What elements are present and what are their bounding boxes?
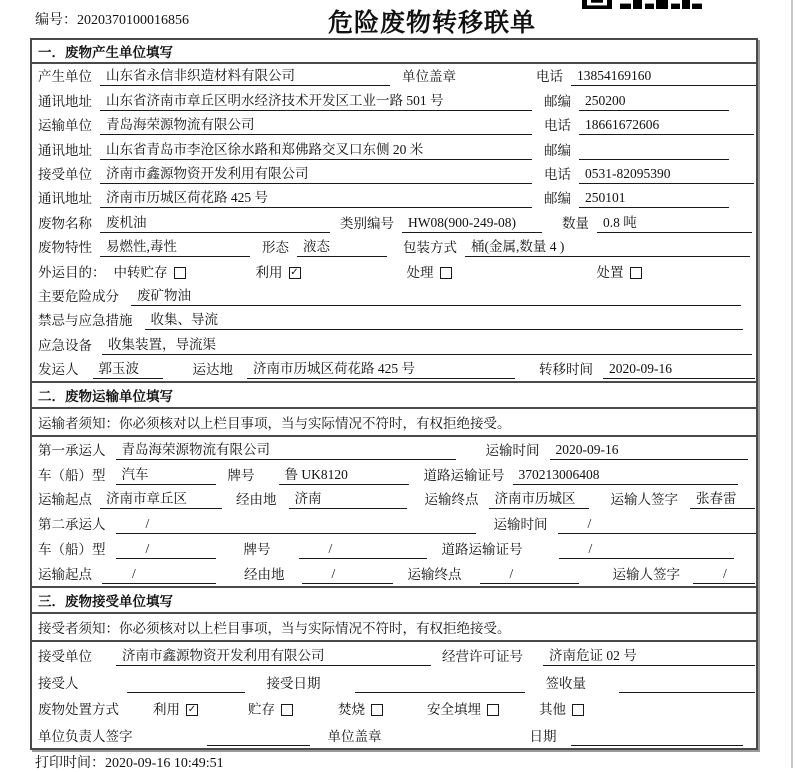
checkbox-label: 安全填埋: [427, 702, 481, 718]
form-label: 通讯地址: [38, 142, 92, 158]
checkbox-box-treat: [440, 267, 452, 279]
print-time: [35, 752, 224, 772]
form-label: 通讯地址: [38, 191, 92, 207]
transporter-address-row: [32, 137, 756, 161]
form-label: 电话: [544, 118, 571, 134]
form-label: 包装方式: [403, 240, 457, 256]
form-label: 废物特性: [38, 240, 92, 256]
form-label: 运输人签字: [612, 566, 680, 582]
form-label: 外运目的：: [38, 264, 106, 280]
form-field: [127, 692, 245, 693]
section-receiver-header: 三．废物接受单位填写: [32, 588, 756, 614]
section-receiver: [32, 586, 756, 748]
form-label: 产生单位: [38, 69, 92, 85]
form-field: /: [693, 565, 755, 584]
checkbox-utilize: [153, 701, 198, 719]
form-field: 收集装置，导流渠: [102, 336, 752, 355]
route2-row: [32, 561, 756, 586]
form-field: 济南市历城区: [489, 490, 589, 509]
form-label: 牌号: [243, 542, 271, 558]
checkbox-dispose: [597, 264, 642, 282]
form-label: 运达地: [192, 362, 233, 378]
form-label: 车（船）型: [38, 467, 106, 483]
form-field: 易燃性,毒性: [100, 238, 250, 257]
transfer-purpose-row: [32, 259, 756, 283]
form-label: 运输起点: [38, 492, 92, 508]
form-field: /: [102, 565, 216, 584]
checkbox-box-dispose: [630, 267, 642, 279]
form-field: 250200: [579, 92, 729, 111]
form-field: 青岛海荣源物流有限公司: [116, 441, 456, 460]
producer-address-row: [32, 88, 756, 112]
checkbox-label: 处置: [596, 264, 624, 280]
producer-unit-row: [32, 64, 756, 88]
checkbox-other: [539, 701, 584, 719]
form-field: 济南: [289, 490, 407, 509]
form-field: 济南市历城区荷花路 425 号: [247, 360, 515, 379]
receiver-unit-row: [32, 162, 756, 186]
form-label: 日期: [529, 728, 557, 744]
form-label: 类别编号: [340, 215, 394, 231]
section-transporter-header: 二．废物运输单位填写: [32, 383, 756, 409]
checkbox-label: 焚烧: [338, 702, 365, 718]
form-label: 废物名称: [38, 215, 92, 231]
form-field: 2020-09-16: [550, 441, 748, 460]
page-edge-line: [791, 0, 793, 768]
checkbox-landfill: [427, 701, 499, 719]
form-field: 370213006408: [513, 466, 738, 485]
doc-number-value: 2020370100016856: [77, 13, 189, 28]
form-field: 13854169160: [571, 67, 756, 86]
form-label: 电话: [544, 166, 571, 182]
checkbox-transfer-storage: [114, 264, 186, 282]
form-field: /: [559, 540, 734, 559]
form-label: 转移时间: [539, 362, 593, 378]
second-carrier-row: [32, 511, 756, 536]
checkbox-label: 利用: [153, 702, 180, 718]
checkbox-label: 处理: [406, 264, 434, 280]
form-field: [571, 745, 743, 746]
form-field: 废机油: [100, 214, 330, 233]
form-field: 济南市章丘区: [100, 490, 222, 509]
vehicle1-row: [32, 462, 756, 487]
transporter-unit-row: [32, 113, 756, 137]
form-field: HW08(900-249-08): [402, 214, 542, 233]
form-field: 废矿物油: [131, 287, 741, 306]
form-field: /: [302, 565, 393, 584]
form-label: 电话: [536, 69, 563, 85]
form-field: 济南市鑫源物资开发利用有限公司: [116, 647, 431, 666]
form-label: 接受日期: [266, 675, 321, 691]
section-receiver-notice: 接受者须知：你必须核对以上栏目事项，当与实际情况不符时，有权拒绝接受。: [32, 614, 756, 642]
section-transporter: [32, 381, 756, 586]
form-label: 第一承运人: [38, 442, 106, 458]
print-time-value: 2020-09-16 10:49:51: [105, 756, 224, 771]
form-label: 单位盖章: [402, 69, 456, 85]
form-field: /: [116, 515, 476, 534]
form-field: 250101: [579, 189, 729, 208]
form-label: 邮编: [544, 93, 571, 109]
checkbox-label: 贮存: [248, 702, 275, 718]
form-field: 山东省青岛市李沧区徐水路和郑佛路交叉口东侧 20 米: [100, 141, 532, 160]
form-field: /: [480, 565, 579, 584]
form-label: 运输人签字: [610, 492, 678, 508]
checkbox-box-utilize: ✓: [187, 704, 197, 716]
form-label: 运输时间: [485, 442, 540, 458]
checkbox-storage: [248, 701, 293, 719]
qr-code-fragment: [582, 0, 702, 9]
form-field: 张春雷: [690, 490, 755, 509]
checkbox-label: 中转贮存: [113, 264, 168, 280]
form-label: 经由地: [236, 492, 277, 508]
responsible-signature-row: [32, 721, 756, 748]
receiver-address-row: [32, 186, 756, 210]
checkbox-treat: [407, 264, 452, 282]
form-label: 发运人: [38, 362, 79, 378]
form-label: 运输终点: [424, 492, 479, 508]
hazard-component-row: [32, 284, 756, 308]
form-label: 牌号: [227, 467, 255, 483]
transfer-form-table: [30, 38, 758, 750]
form-field: 青岛海荣源物流有限公司: [100, 116, 532, 135]
form-label: 废物处置方式: [38, 702, 119, 718]
form-label: 单位负责人签字: [38, 728, 133, 744]
section-producer: [32, 40, 756, 381]
form-label: 邮编: [544, 191, 571, 207]
form-field: [355, 692, 525, 693]
form-label: 接受单位: [38, 166, 92, 182]
form-label: 数量: [562, 215, 589, 231]
checkbox-box-landfill: [487, 704, 499, 716]
disposal-method-row: [32, 695, 756, 722]
doc-number-label: 编号：: [35, 13, 77, 28]
waste-name-row: [32, 210, 756, 234]
form-field: /: [299, 540, 427, 559]
checkbox-label: 其他: [539, 702, 566, 718]
form-field: 2020-09-16: [603, 360, 755, 379]
form-field: [207, 745, 310, 746]
form-label: 运输单位: [38, 118, 92, 134]
form-field: 0531-82095390: [579, 165, 754, 184]
form-field: 济南市历城区荷花路 425 号: [100, 189, 532, 208]
form-field: 山东省永信非织造材料有限公司: [100, 67, 390, 86]
form-field: 收集、导流: [145, 311, 743, 330]
form-field: 济南市鑫源物资开发利用有限公司: [100, 165, 532, 184]
checkbox-box-other: [572, 704, 584, 716]
form-field: [619, 692, 755, 693]
emergency-measures-row: [32, 308, 756, 332]
route1-row: [32, 487, 756, 512]
form-field: 山东省济南市章丘区明水经济技术开发区工业一路 501 号: [100, 92, 532, 111]
form-label: 接受人: [38, 675, 79, 691]
form-label: 单位盖章: [327, 728, 382, 744]
form-field: 郭玉波: [93, 360, 163, 379]
checkbox-box-incinerate: [371, 704, 383, 716]
checkbox-box-storage: [281, 704, 293, 716]
waste-property-row: [32, 235, 756, 259]
form-label: 签收量: [545, 675, 586, 691]
checkbox-utilize: [256, 264, 301, 282]
form-label: 接受单位: [38, 649, 92, 665]
first-carrier-row: [32, 437, 756, 462]
form-field: 液态: [297, 238, 387, 257]
form-label: 运输终点: [407, 566, 462, 582]
form-label: 第二承运人: [38, 517, 106, 533]
print-time-label: 打印时间：: [35, 756, 105, 771]
form-label: 运输起点: [38, 566, 92, 582]
form-label: 应急设备: [38, 337, 92, 353]
form-label: 运输时间: [493, 517, 548, 533]
form-field: /: [116, 540, 216, 559]
form-label: 经由地: [244, 566, 285, 582]
form-label: 形态: [262, 240, 289, 256]
vehicle2-row: [32, 536, 756, 561]
form-label: 道路运输证号: [441, 542, 523, 558]
form-label: 禁忌与应急措施: [38, 313, 133, 329]
checkbox-box-transfer-storage: [174, 267, 186, 279]
form-field: /: [558, 515, 756, 534]
checkbox-box-utilize: ✓: [290, 266, 299, 278]
checkbox-label: 利用: [255, 264, 283, 280]
receive-unit-row: [32, 642, 756, 669]
form-field: [579, 159, 729, 160]
form-label: 车（船）型: [38, 542, 106, 558]
doc-number: [35, 9, 189, 29]
checkbox-incinerate: [338, 701, 383, 719]
form-label: 通讯地址: [38, 93, 92, 109]
form-label: 道路运输证号: [423, 467, 505, 483]
form-field: 鲁 UK8120: [279, 466, 409, 485]
section-transporter-notice: 运输者须知：你必须核对以上栏目事项，当与实际情况不符时，有权拒绝接受。: [32, 409, 756, 437]
section-producer-header: 一．废物产生单位填写: [32, 40, 756, 64]
form-field: 桶(金属,数量 4 ): [465, 238, 750, 257]
form-field: 18661672606: [579, 116, 754, 135]
form-label: 邮编: [544, 142, 571, 158]
form-field: 0.8 吨: [597, 214, 752, 233]
form-field: 汽车: [116, 466, 216, 485]
form-label: 经营许可证号: [442, 649, 523, 665]
emergency-equipment-row: [32, 332, 756, 356]
form-field: 济南危证 02 号: [543, 647, 755, 666]
receive-person-row: [32, 668, 756, 695]
form-label: 主要危险成分: [38, 288, 119, 304]
page-title: 危险废物转移联单: [328, 8, 537, 37]
consignor-row: [32, 357, 756, 381]
